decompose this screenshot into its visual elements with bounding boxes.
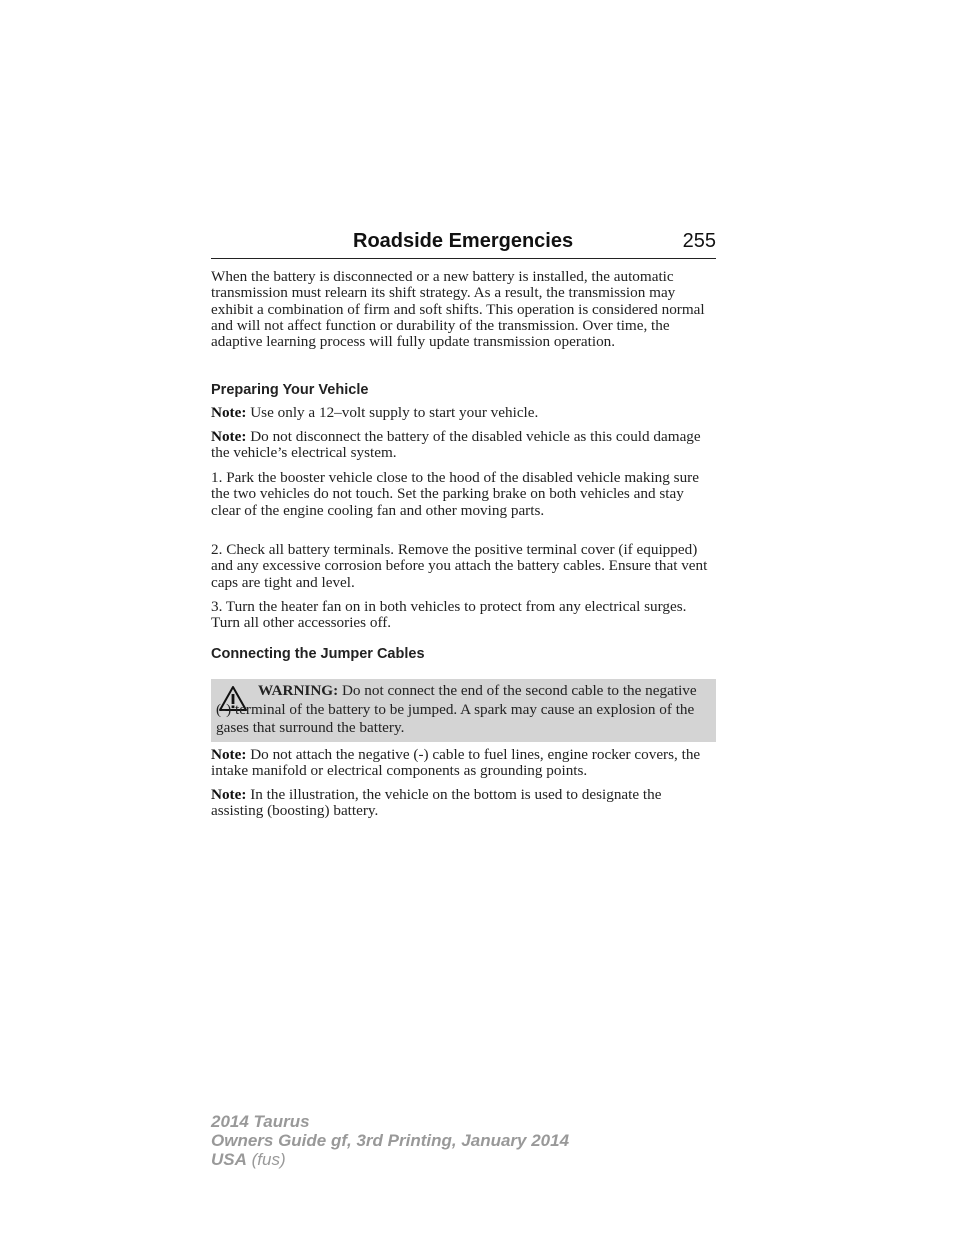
page-header bbox=[211, 228, 716, 259]
note-paragraph bbox=[211, 747, 716, 780]
footer-region bbox=[211, 1150, 569, 1169]
warning-box bbox=[211, 679, 716, 742]
note-text: In the illustration, the vehicle on the bottom is used to designate the assisting (boosting) battery. bbox=[211, 786, 662, 820]
heading-connecting-jumper-cables: Connecting the Jumper Cables bbox=[211, 646, 425, 662]
note-text: Use only a 12–volt supply to start your vehicle. bbox=[246, 404, 539, 421]
warning-body: Do not connect the end of the second cable to the negative (-) terminal of the battery to be jumped. A spark may cause an explosion of the gases that surround the battery. bbox=[216, 682, 697, 736]
note-text: Do not disconnect the battery of the disabled vehicle as this could damage the vehicle’s electrical system. bbox=[211, 428, 701, 462]
note-label: Note: bbox=[211, 428, 247, 445]
page-number: 255 bbox=[682, 230, 716, 252]
footer-guide-info: Owners Guide gf, 3rd Printing, January 2014 bbox=[211, 1131, 570, 1150]
note-label: Note: bbox=[211, 786, 247, 803]
section-title: Roadside Emergencies bbox=[353, 230, 574, 252]
step-1 bbox=[211, 470, 716, 519]
warning-text bbox=[216, 682, 708, 738]
heading-preparing-your-vehicle: Preparing Your Vehicle bbox=[211, 382, 369, 398]
footer-model: 2014 Taurus bbox=[211, 1112, 310, 1131]
step-3 bbox=[211, 599, 716, 632]
step-text: 1. Park the booster vehicle close to the hood of the disabled vehicle making sure the two vehicles do not touch. Set the parking brake on both vehicles and stay clear of the engine cooling fan and other moving parts. bbox=[211, 469, 699, 519]
note-label: Note: bbox=[211, 746, 247, 763]
note-paragraph bbox=[211, 405, 716, 421]
step-text: 2. Check all battery terminals. Remove the positive terminal cover (if equipped) and any excessive corrosion before you attach the battery cables. Ensure that vent caps are tight and level. bbox=[211, 541, 708, 591]
step-2 bbox=[211, 542, 716, 591]
note-label: Note: bbox=[211, 404, 247, 421]
note-paragraph bbox=[211, 787, 716, 820]
note-paragraph bbox=[211, 429, 716, 462]
intro-text: When the battery is disconnected or a new battery is installed, the automatic transmission must relearn its shift strategy. As a result, the transmission may exhibit a combination of firm and soft shifts. This operation is considered normal and will not affect function or durability of the transmission. Over time, the adaptive learning process will fully update transmission operation. bbox=[211, 268, 705, 351]
footer-region-code: USA bbox=[211, 1150, 247, 1169]
footer-region-suffix: (fus) bbox=[246, 1150, 286, 1169]
page-footer bbox=[211, 1112, 569, 1169]
step-text: 3. Turn the heater fan on in both vehicles to protect from any electrical surges. Turn all other accessories off. bbox=[211, 598, 687, 632]
intro-paragraph bbox=[211, 269, 716, 350]
warning-label: WARNING: bbox=[258, 682, 339, 699]
note-text: Do not attach the negative (-) cable to fuel lines, engine rocker covers, the intake manifold or electrical components as grounding points. bbox=[211, 746, 701, 780]
